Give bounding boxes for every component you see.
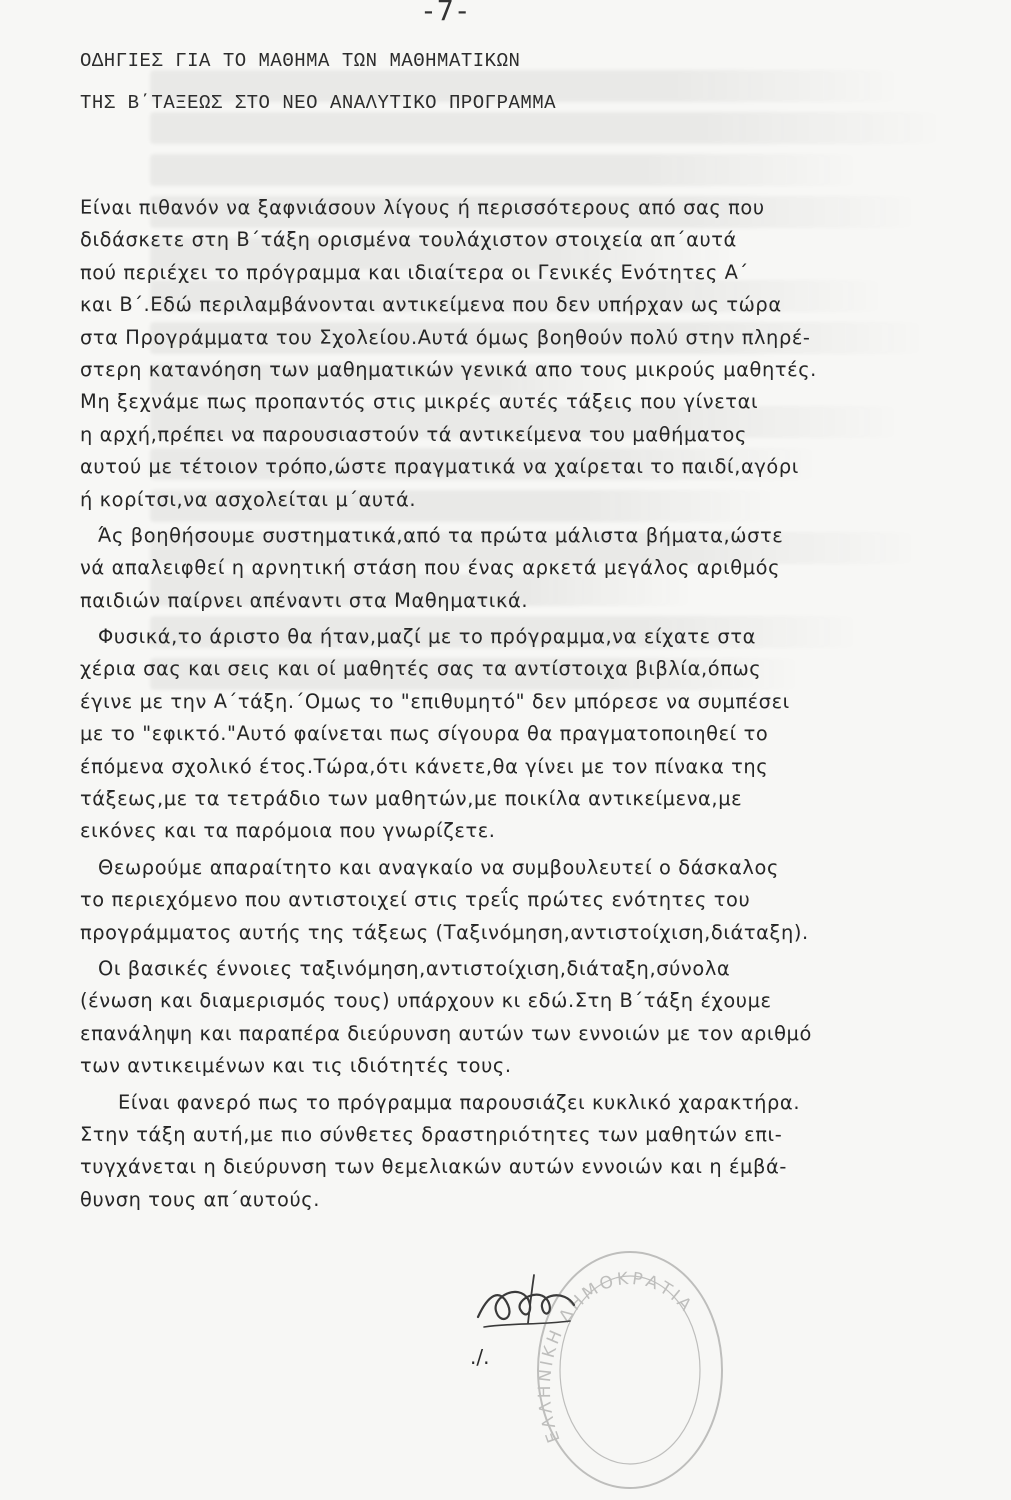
paragraph-1 [80,192,998,516]
official-seal [520,1240,730,1500]
paragraph-2 [80,520,998,617]
text-line: τυγχάνεται η διεύρυνση των θεμελιακών αυτών εννοιών και η έμβά- [80,1155,787,1179]
paragraph-4 [80,852,998,949]
text-line: (ένωση και διαμερισμός τους) υπάρχουν κι εδώ.Στη Β΄τάξη έχουμε [80,989,772,1013]
text-line: θυνση τους απ΄αυτούς. [80,1187,321,1211]
text-line: των αντικειμένων και τις ιδιότητές τους. [80,1054,512,1078]
text-line: επανάληψη και παραπέρα διεύρυνση αυτών των εννοιών με τον αριθμό [80,1021,812,1045]
seal-text: ΕΛΛΗΝΙΚΗ ΔΗΜΟΚΡΑΤΙΑ [534,1268,698,1446]
text-line: Φυσικά,το άριστο θα ήταν,μαζί με το πρόγραμμα,να είχατε στα [98,625,756,649]
heading-line-1: ΟΔΗΓΙΕΣ ΓΙΑ ΤΟ ΜΑΘΗΜΑ ΤΩΝ ΜΑΘΗΜΑΤΙΚΩΝ [80,50,521,72]
text-line: Είναι πιθανόν να ξαφνιάσουν λίγους ή περισσότερους από σας που [80,196,765,219]
closing-mark: ./. [470,1345,490,1369]
text-line: προγράμματος αυτής της τάξεως (Ταξινόμηση,αντιστοίχιση,διάταξη). [80,920,809,944]
document-body [80,192,998,1216]
text-line: η αρχή,πρέπει να παρουσιαστούν τά αντικείμενα του μαθήματος [80,422,748,446]
text-line: Στην τάξη αυτή,με πιο σύνθετες δραστηριότητες των μαθητών επι- [80,1122,783,1146]
text-line: με το "εφικτό."Αυτό φαίνεται πως σίγουρα θα πραγματοποιηθεί το [80,722,769,746]
heading-line-2: ΤΗΣ Β΄ΤΑΞΕΩΣ ΣΤΟ ΝΕΟ ΑΝΑΛΥΤΙΚΟ ΠΡΟΓΡΑΜΜΑ [80,92,557,114]
text-line: Μη ξεχνάμε πως προπαντός στις μικρές αυτές τάξεις που γίνεται [80,390,759,414]
text-line: ή κορίτσι,να ασχολείται μ΄αυτά. [80,487,417,511]
text-line: στερη κατανόηση των μαθηματικών γενικά απο τους μικρούς μαθητές. [80,357,817,381]
text-line: Οι βασικές έννοιες ταξινόμηση,αντιστοίχιση,διάταξη,σύνολα [98,956,731,980]
text-line: εικόνες και τα παρόμοια που γνωρίζετε. [80,819,496,843]
text-line: παιδιών παίρνει απέναντι στα Μαθηματικά. [80,588,529,612]
paragraph-3 [80,621,998,848]
paragraph-6 [80,1087,998,1217]
document-heading [80,40,556,124]
text-line: έγινε με την Α΄τάξη.΄Ομως το "επιθυμητό" δεν μπόρεσε να συμπέσει [80,689,790,713]
paragraph-5 [80,953,998,1083]
text-line: Άς βοηθήσουμε συστηματικά,από τα πρώτα μάλιστα βήματα,ώστε [98,523,784,547]
text-line: τάξεως,με τα τετράδιο των μαθητών,με ποικίλα αντικείμενα,με [80,787,743,811]
text-line: Είναι φανερό πως το πρόγραμμα παρουσιάζει κυκλικό χαρακτήρα. [118,1090,801,1114]
text-line: πού περιέχει το πρόγραμμα και ιδιαίτερα οι Γενικές Ενότητες Α΄ [80,260,749,284]
text-line: νά απαλειφθεί η αρνητική στάση που ένας αρκετά μεγάλος αριθμός [80,556,781,580]
text-line: στα Προγράμματα του Σχολείου.Αυτά όμως βοηθούν πολύ στην πληρέ- [80,325,811,349]
text-line: Θεωρούμε απαραίτητο και αναγκαίο να συμβουλευτεί ο δάσκαλος [98,855,779,879]
text-line: διδάσκετε στη Β΄τάξη ορισμένα τουλάχιστον στοιχεία απ΄αυτά [80,228,737,252]
text-line: έπόμενα σχολικό έτος.Τώρα,ότι κάνετε,θα γίνει με τον πίνακα της [80,754,769,778]
text-line: αυτού με τέτοιον τρόπο,ώστε πραγματικά να χαίρεται το παιδί,αγόρι [80,455,799,479]
page-number: -7- [420,0,471,27]
text-line: χέρια σας και σεις και οί μαθητές σας τα αντίστοιχα βιβλία,όπως [80,657,762,681]
text-line: και Β΄.Εδώ περιλαμβάνονται αντικείμενα που δεν υπήρχαν ως τώρα [80,293,782,317]
text-line: το περιεχόμενο που αντιστοιχεί στις τρεΐς πρώτες ενότητες του [80,888,751,912]
